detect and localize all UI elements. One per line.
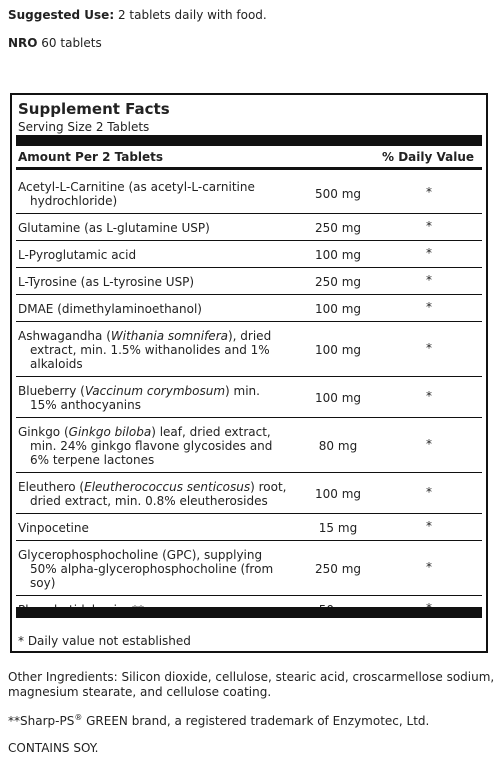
ingredient-amount: 100 mg: [314, 487, 362, 501]
ingredient-amount: 100 mg: [314, 391, 362, 405]
ingredient-name-line: Eleuthero (Eleutherococcus senticosus) root,: [18, 480, 287, 494]
ingredient-amount: 250 mg: [314, 562, 362, 576]
row-divider: [16, 472, 482, 473]
ingredient-daily-value: *: [426, 437, 432, 451]
ingredient-amount: 250 mg: [314, 221, 362, 235]
row-divider: [16, 376, 482, 377]
ingredient-name-line: 50% alpha-glycerophosphocholine (from: [30, 562, 274, 576]
ingredient-daily-value: *: [426, 341, 432, 355]
row-divider: [16, 321, 482, 322]
suggested-use-value: 2 tablets daily with food.: [114, 8, 267, 22]
ingredient-name-line: hydrochloride): [30, 194, 118, 208]
row-divider: [16, 595, 482, 596]
other-ingredients: [8, 670, 498, 700]
ingredient-daily-value: *: [426, 273, 432, 287]
contains-soy: CONTAINS SOY.: [8, 741, 99, 755]
row-divider: [16, 540, 482, 541]
supplement-facts-panel: [10, 93, 488, 653]
ingredient-name-line: min. 24% ginkgo flavone glycosides and: [30, 439, 273, 453]
ingredient-name-line: Ginkgo (Ginkgo biloba) leaf, dried extract,: [18, 425, 271, 439]
thick-divider-bottom: [16, 607, 482, 618]
row-divider: [16, 267, 482, 268]
ingredient-daily-value: *: [426, 560, 432, 574]
row-divider: [16, 213, 482, 214]
ingredient-daily-value: *: [426, 219, 432, 233]
ingredient-name: [18, 384, 288, 412]
other-ingredients-line1: Other Ingredients: Silicon dioxide, cellulose, stearic acid, croscarmellose sodium,: [8, 670, 495, 684]
nro-line: [8, 36, 102, 50]
ingredient-daily-value: *: [426, 519, 432, 533]
nro-value: 60 tablets: [37, 36, 102, 50]
ingredient-name: [18, 425, 288, 467]
row-divider: [16, 513, 482, 514]
daily-value-footnote: * Daily value not established: [18, 634, 191, 648]
ingredient-name: [18, 275, 288, 289]
row-divider: [16, 294, 482, 295]
ingredient-amount: 100 mg: [314, 248, 362, 262]
header-divider: [16, 167, 482, 170]
ingredient-amount: 250 mg: [314, 275, 362, 289]
ingredient-daily-value: *: [426, 246, 432, 260]
ingredient-name-line: L-Tyrosine (as L-tyrosine USP): [18, 275, 195, 289]
suggested-use-label: Suggested Use:: [8, 8, 115, 22]
ingredient-name: [18, 480, 288, 508]
ingredient-name: [18, 548, 288, 590]
ingredient-name: [18, 521, 288, 535]
daily-value-header: % Daily Value: [382, 150, 475, 164]
trademark-suffix: GREEN brand, a registered trademark of Enzymotec, Ltd.: [82, 714, 430, 728]
ingredient-name-line: alkaloids: [30, 357, 83, 371]
ingredient-name-line: 15% anthocyanins: [30, 398, 141, 412]
thick-divider-top: [16, 135, 482, 146]
ingredient-amount: 100 mg: [314, 302, 362, 316]
ingredient-name-line: dried extract, min. 0.8% eleutherosides: [30, 494, 268, 508]
ingredient-daily-value: *: [426, 185, 432, 199]
ingredient-amount: 100 mg: [314, 343, 362, 357]
ingredient-name-line: L-Pyroglutamic acid: [18, 248, 137, 262]
ingredient-name: [18, 248, 288, 262]
ingredient-name: [18, 302, 288, 316]
registered-mark: ®: [74, 713, 83, 722]
ingredient-name-line: 6% terpene lactones: [30, 453, 155, 467]
row-divider: [16, 240, 482, 241]
ingredient-amount: 500 mg: [314, 187, 362, 201]
ingredient-name-line: Acetyl-L-Carnitine (as acetyl-L-carnitine: [18, 180, 255, 194]
ingredient-name-line: soy): [30, 576, 56, 590]
ingredient-amount: 15 mg: [318, 521, 358, 535]
ingredient-name: [18, 329, 288, 371]
row-divider: [16, 417, 482, 418]
ingredient-name-line: Blueberry (Vaccinum corymbosum) min.: [18, 384, 260, 398]
ingredient-name: [18, 180, 288, 208]
trademark-prefix: **Sharp-PS: [8, 714, 75, 728]
ingredient-daily-value: *: [426, 300, 432, 314]
ingredient-name-line: extract, min. 1.5% withanolides and 1%: [30, 343, 270, 357]
nro-label: NRO: [8, 36, 38, 50]
ingredient-name: [18, 221, 288, 235]
amount-per-header: Amount Per 2 Tablets: [18, 150, 164, 164]
ingredient-name-line: Glycerophosphocholine (GPC), supplying: [18, 548, 263, 562]
ingredient-name-line: Ashwagandha (Withania somnifera), dried: [18, 329, 272, 343]
ingredient-amount: 80 mg: [318, 439, 358, 453]
ingredient-name-line: DMAE (dimethylaminoethanol): [18, 302, 202, 316]
ingredient-daily-value: *: [426, 389, 432, 403]
supplement-facts-title: Supplement Facts: [18, 100, 170, 118]
ingredient-name-line: Glutamine (as L-glutamine USP): [18, 221, 210, 235]
trademark-note: [8, 714, 498, 729]
ingredient-name-line: Vinpocetine: [18, 521, 89, 535]
ingredient-daily-value: *: [426, 485, 432, 499]
other-ingredients-line2: magnesium stearate, and cellulose coating.: [8, 685, 272, 699]
suggested-use-line: [8, 8, 267, 22]
serving-size: Serving Size 2 Tablets: [18, 120, 150, 134]
